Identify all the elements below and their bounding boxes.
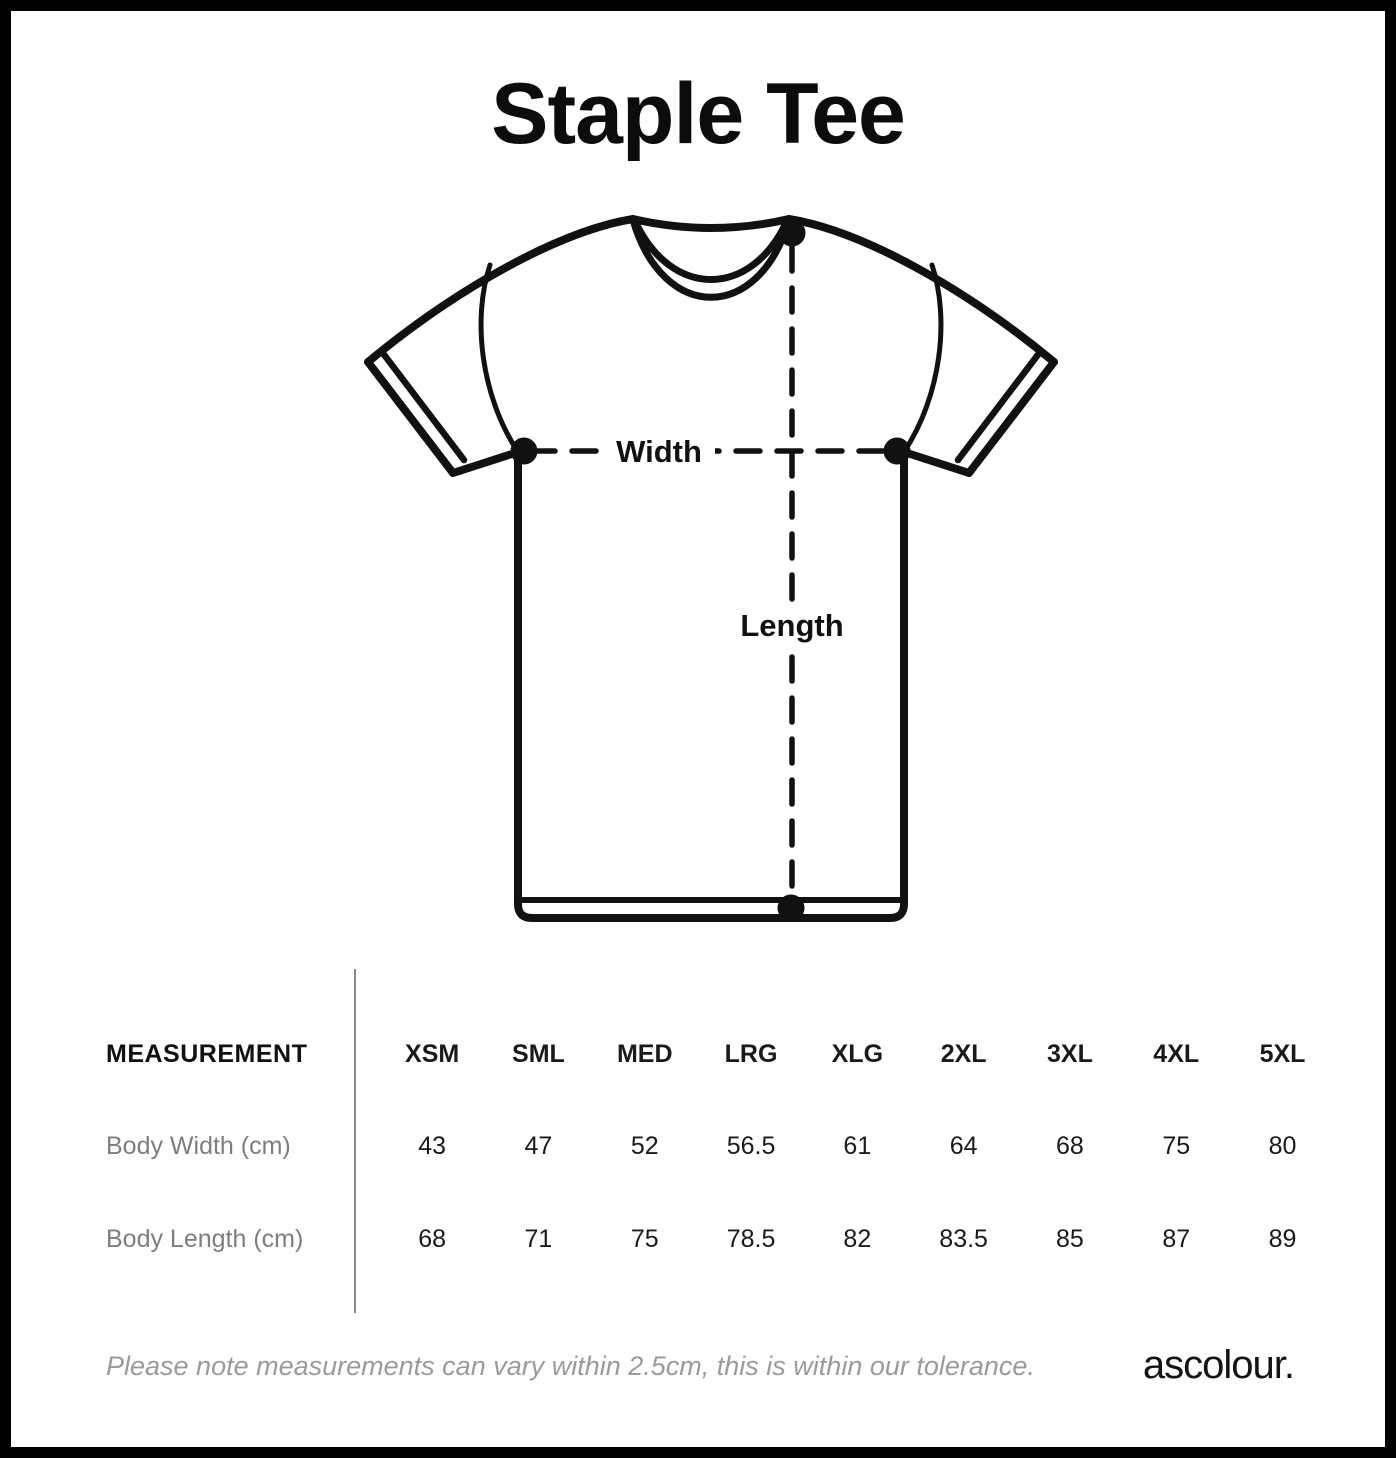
size-header: 4XL: [1153, 1039, 1200, 1068]
size-header: XSM: [405, 1039, 460, 1068]
value-cell: 47: [524, 1131, 553, 1160]
tolerance-note: Please note measurements can vary within 2.5cm, this is within our tolerance.: [106, 1351, 1035, 1381]
row-label: Body Width (cm): [106, 1131, 291, 1160]
size-header: 5XL: [1259, 1039, 1306, 1068]
body-width-row: [11, 1129, 1396, 1163]
neck-point-dot: [779, 220, 806, 247]
measurement-header: MEASUREMENT: [106, 1039, 308, 1068]
tee-diagram: [349, 194, 1073, 936]
value-cell: 75: [1162, 1131, 1191, 1160]
value-cell: 89: [1268, 1224, 1297, 1253]
size-header: XLG: [831, 1039, 884, 1068]
value-cell: 82: [843, 1224, 872, 1253]
width-left-dot: [511, 438, 538, 465]
size-table-header-row: [11, 1037, 1396, 1071]
row-label: Body Length (cm): [106, 1224, 304, 1253]
value-cell: 85: [1056, 1224, 1084, 1253]
value-cell: 75: [630, 1224, 659, 1253]
width-label: Width: [616, 434, 702, 469]
page-title: Staple Tee: [491, 66, 905, 162]
size-header: SML: [512, 1039, 565, 1068]
value-cell: 52: [630, 1131, 659, 1160]
value-cell: 80: [1268, 1131, 1297, 1160]
value-cell: 68: [418, 1224, 447, 1253]
value-cell: 68: [1056, 1131, 1084, 1160]
size-header: 3XL: [1047, 1039, 1093, 1068]
value-cell: 87: [1162, 1224, 1191, 1253]
tee-collar: [633, 219, 789, 297]
hem-point-dot: [778, 895, 805, 922]
body-length-row: [11, 1222, 1396, 1256]
value-cell: 43: [418, 1131, 447, 1160]
size-header: 2XL: [940, 1039, 987, 1068]
length-label: Length: [740, 608, 844, 643]
value-cell: 64: [949, 1131, 978, 1160]
tee-outline: [368, 219, 1054, 918]
size-header: MED: [616, 1039, 673, 1068]
value-cell: 83.5: [939, 1224, 988, 1253]
width-right-dot: [884, 438, 911, 465]
value-cell: 71: [524, 1224, 553, 1253]
value-cell: 78.5: [726, 1224, 776, 1253]
value-cell: 56.5: [726, 1131, 776, 1160]
size-header: LRG: [724, 1039, 778, 1068]
value-cell: 61: [843, 1131, 872, 1160]
brand-logo: ascolour.: [1142, 1343, 1294, 1387]
